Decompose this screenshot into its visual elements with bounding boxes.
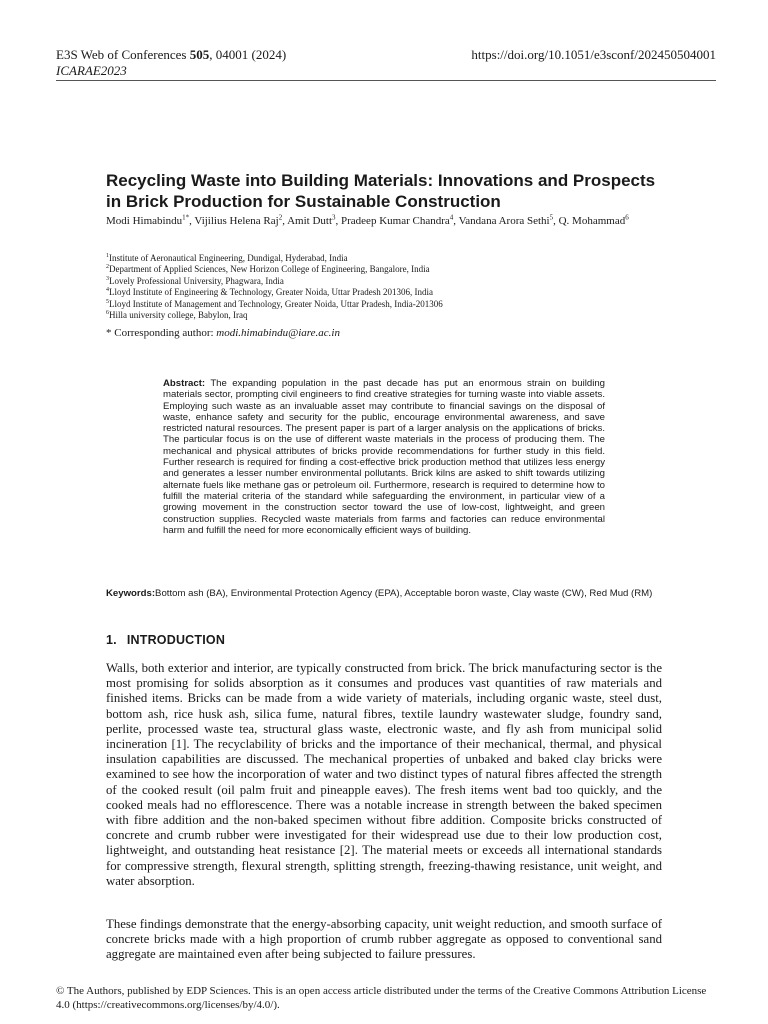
abstract	[163, 378, 605, 536]
abstract-label: Abstract:	[163, 378, 206, 389]
body-paragraph: Walls, both exterior and interior, are typically constructed from brick. The brick manufacturing sector is the most promising for solids absorption as it consumes and produces vast quantities of raw materials and finished items. Bricks can be made from a wide variety of materials, including organic waste, steel dust, bottom ash, rice husk ash, silica fume, natural fibres, textile laundry wastewater sludge, foundry sand, perlite, processed waste tea, structural glass waste, electronic waste, and fly ash from municipal solid incineration [1]. The recyclability of bricks and the importance of their mechanical, thermal, and physical insulation capabilities are discussed. The mechanical properties of unbaked and baked clay bricks were examined to see how the incorporation of water and two distinct types of natural fibres affected the strength of the cooked result (oil palm fruit and pineapple eaves). The fresh items went bad too quickly, and the cooked meals had no efflorescence. There was a notable increase in strength between the baked specimen with fibre addition and the non-baked specimen without fibre addition. Composite bricks constructed of concrete and crumb rubber were investigated for their widespread use due to their low production cost, lightweight, and outstanding heat resistance [2]. The material meets or exceeds all international standards for compressive strength, flexural strength, splitting strength, freezing-thawing resistance, unit weight, and water absorption.	[106, 661, 662, 888]
abstract-text: The expanding population in the past decade has put an enormous strain on building materials sector, prompting civil engineers to find creative strategies for turning waste into viable assets. Employing such waste as an invaluable asset may contribute to financial savings on the disposal of waste, enhance safety and security for the public, encourage environmental awareness, and save restricted natural resources. The present paper is part of a larger analysis on the applications of bricks. The particular focus is on the use of different waste materials in the process of producing them. The mechanical and physical attributes of bricks provide recommendations for further study in this field. Further research is required for finding a cost-effective brick production method that utilizes less energy and generates a lesser number environmental pollutants. Brick kilns are asked to shift towards utilizing alternate fuels like methane gas or petroleum oil. Furthermore, research is required to determine how to fulfill the material criteria of the standard while safeguarding the environment, in particular view of a growing movement in the construction sector toward the use of low-cost, lightweight, and green construction supplies. Recycled waste materials from farms and factories can reduce environmental harm and fulfill the need for more economically efficient ways of building.	[163, 378, 605, 536]
header-divider	[56, 80, 716, 81]
author: Q. Mohammad$^6$	[558, 213, 629, 227]
journal-volume: 505	[189, 47, 210, 62]
journal-name: E3S Web of Conferences	[56, 47, 190, 62]
author: Pradeep Kumar Chandra$^4$,	[341, 213, 459, 227]
running-header-left	[56, 47, 286, 79]
affiliation: $^6$Hilla university college, Babylon, Iraq	[106, 310, 248, 321]
affiliation-list	[106, 253, 666, 321]
section-heading	[106, 633, 225, 648]
affiliation: $^2$Department of Applied Sciences, New Horizon College of Engineering, Bangalore, India	[106, 264, 430, 275]
author: Modi Himabindu$^{1*}$,	[106, 213, 195, 227]
keywords-text: Bottom ash (BA), Environmental Protection Agency (EPA), Acceptable boron waste, Clay waste (CW), Red Mud (RM)	[155, 588, 653, 599]
section-title: INTRODUCTION	[126, 633, 226, 647]
license-footer: © The Authors, published by EDP Sciences. This is an open access article distributed under the terms of the Creative Commons Attribution License 4.0 (https://creativecommons.org/licenses/by/4.0/).	[56, 985, 707, 1011]
corresponding-label: * Corresponding author:	[106, 327, 217, 339]
conference-abbreviation: ICARAE2023	[56, 63, 127, 78]
keywords-label: Keywords:	[106, 588, 156, 599]
affiliation: $^1$Institute of Aeronautical Engineering, Dundigal, Hyderabad, India	[106, 253, 348, 263]
article-number: , 04001 (2024)	[209, 47, 287, 62]
affiliation: $^5$Lloyd Institute of Management and Technology, Greater Noida, Uttar Pradesh, India-201306	[106, 298, 443, 309]
doi-link[interactable]: https://doi.org/10.1051/e3sconf/202450504001	[471, 47, 716, 62]
author: Amit Dutt$^3$,	[287, 213, 342, 227]
author: Vandana Arora Sethi$^5$,	[458, 213, 559, 227]
author: Vijilius Helena Raj$^2$,	[194, 213, 288, 227]
affiliation: $^4$Lloyd Institute of Engineering & Technology, Greater Noida, Uttar Pradesh 201306, India	[106, 287, 434, 298]
affiliation: $^3$Lovely Professional University, Phagwara, India	[106, 275, 284, 286]
journal-citation	[56, 47, 286, 63]
corresponding-email[interactable]: modi.himabindu@iare.ac.in	[216, 327, 340, 339]
corresponding-author	[106, 326, 340, 340]
author-list	[106, 214, 666, 228]
keywords	[106, 588, 662, 600]
section-number: 1.	[106, 633, 117, 647]
paper-title: Recycling Waste into Building Materials: Innovations and Prospects in Brick Production for Sustainable Construction	[106, 171, 656, 211]
body-paragraph: These findings demonstrate that the energy-absorbing capacity, unit weight reduction, and smooth surface of concrete bricks made with a high proportion of crumb rubber aggregate as opposed to conventional sand aggregate are maintained even after being subjected to failure pressures.	[106, 917, 662, 962]
